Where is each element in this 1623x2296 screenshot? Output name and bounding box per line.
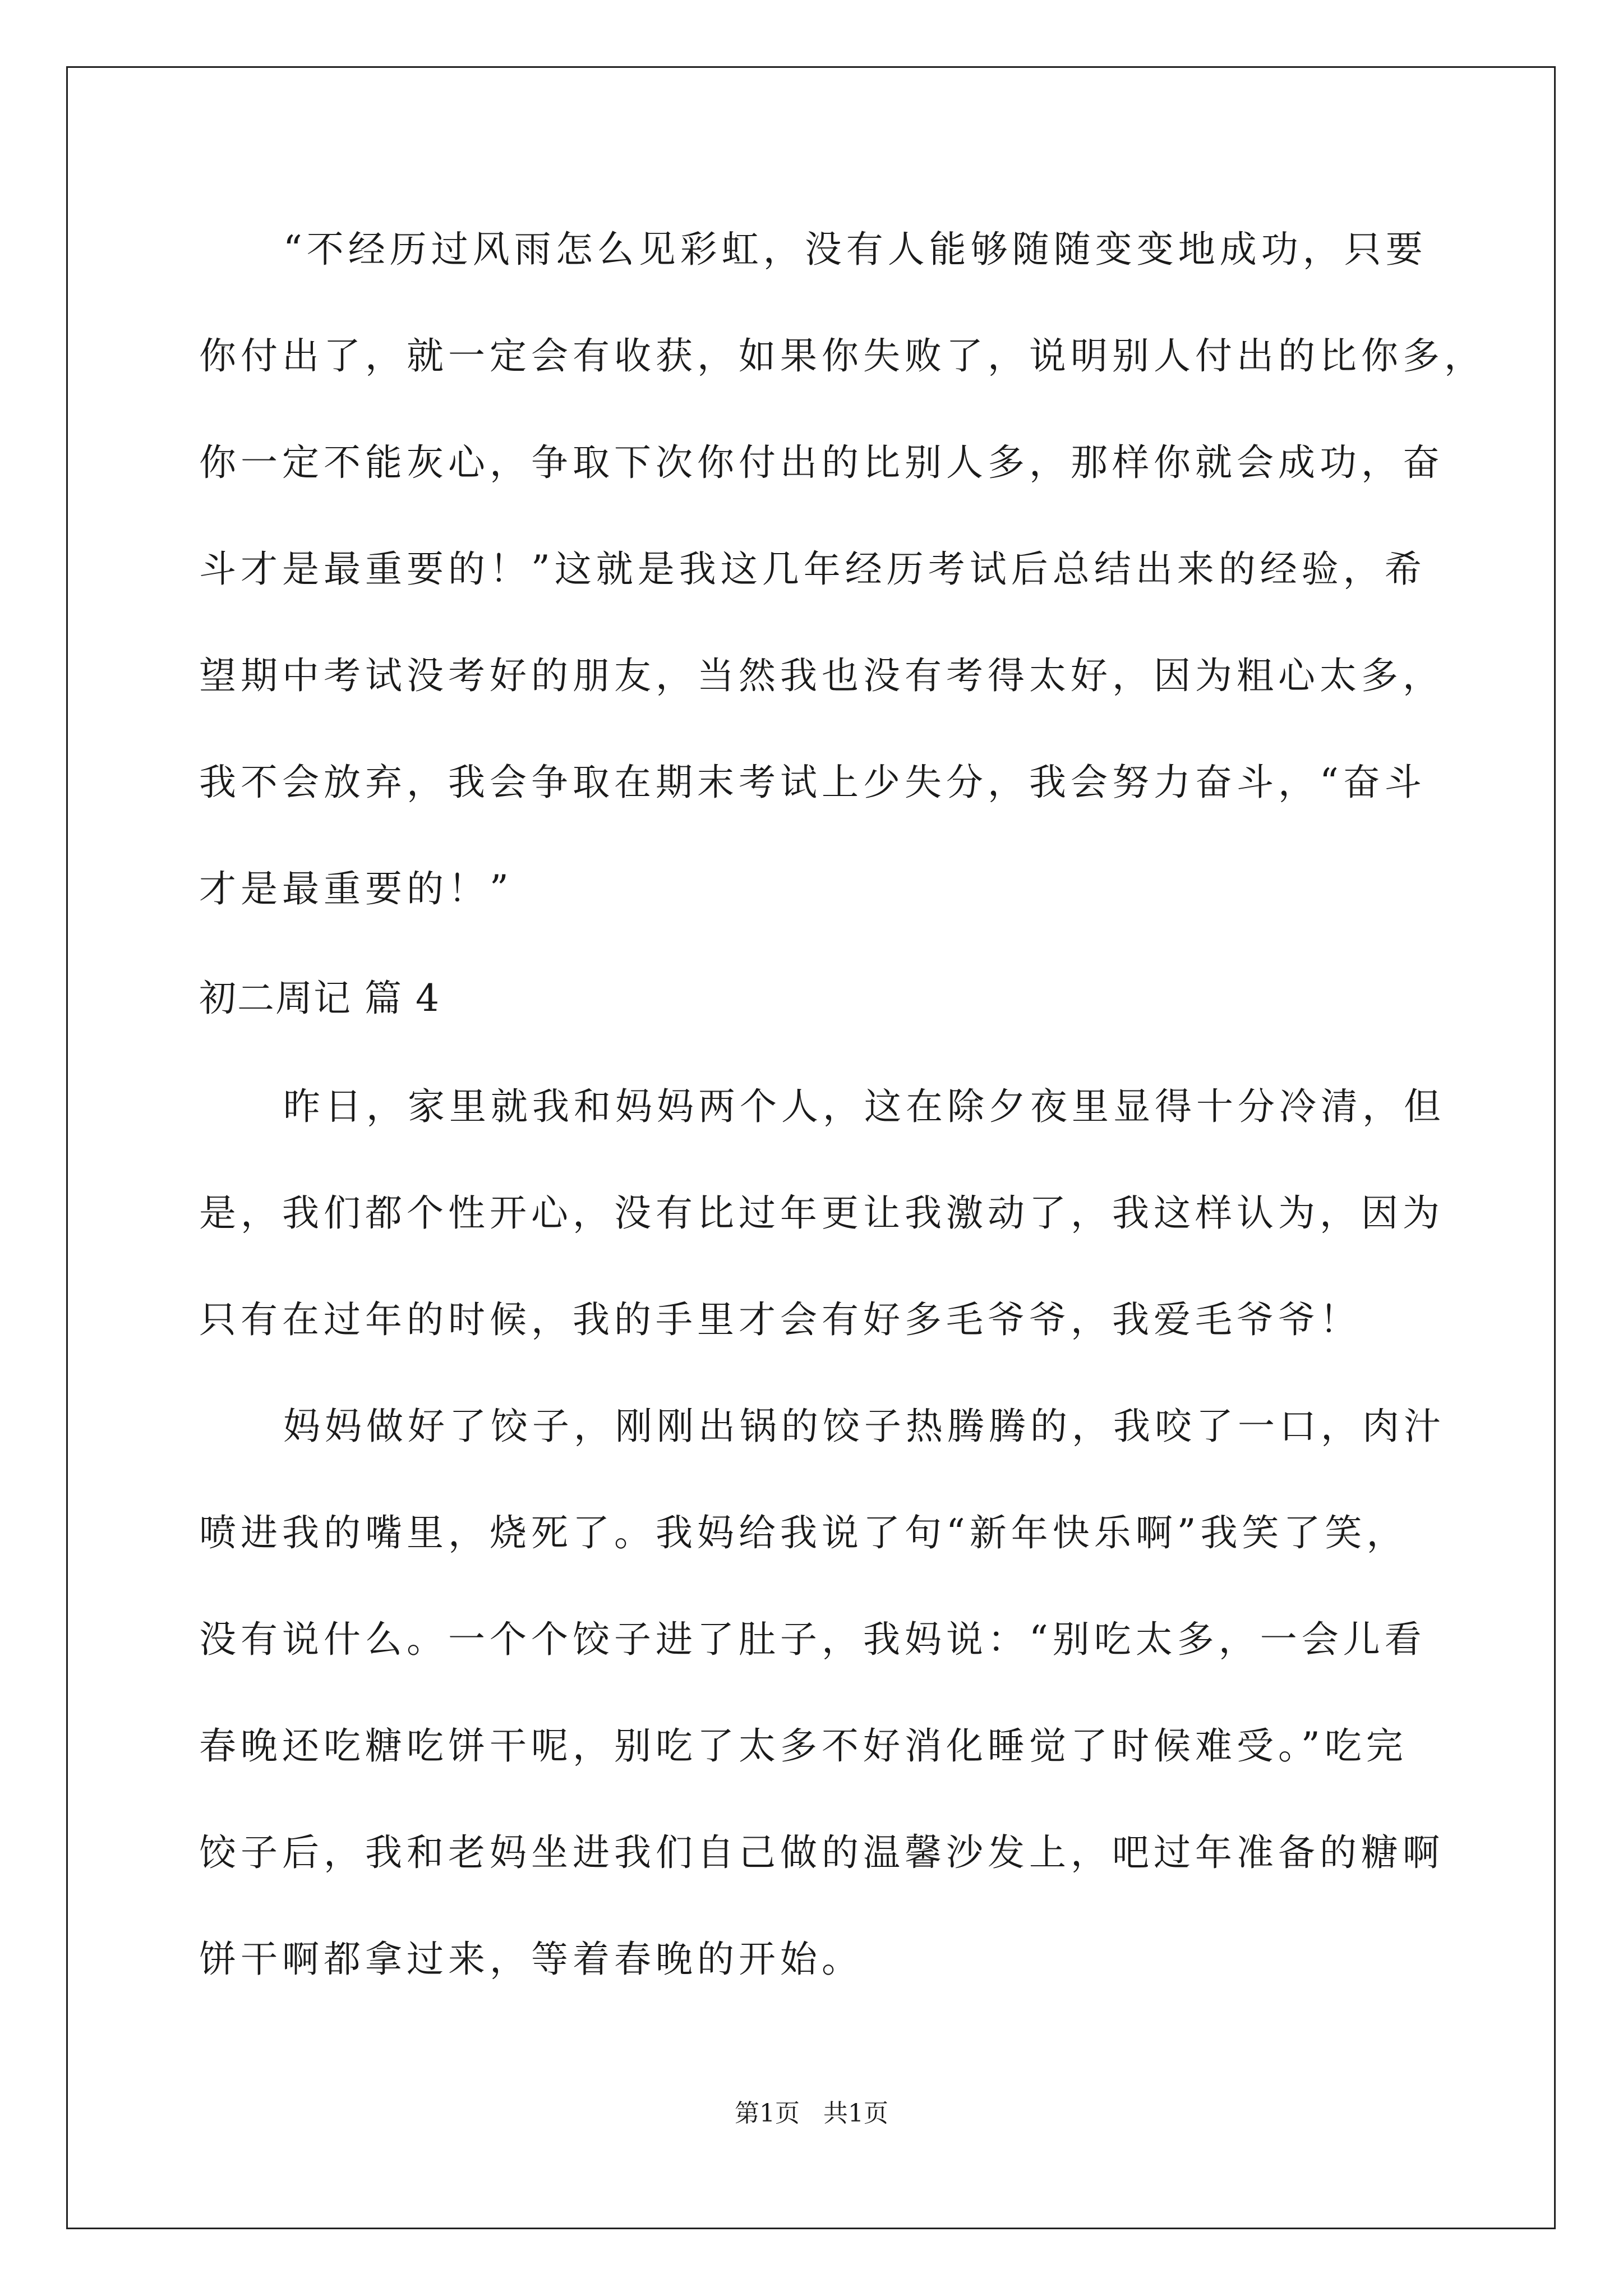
paragraph-1-line-1: “不经历过风雨怎么见彩虹，没有人能够随随变变地成功，只要 [283, 228, 1427, 271]
paragraph-2-line-1: 昨日，家里就我和妈妈两个人，这在除夕夜里显得十分冷清，但 [283, 1085, 1445, 1128]
paragraph-3-line-5: 饺子后，我和老妈坐进我们自己做的温馨沙发上，吧过年准备的糖啊 [199, 1831, 1444, 1874]
paragraph-1-line-3: 你一定不能灰心，争取下次你付出的比别人多，那样你就会成功，奋 [199, 441, 1444, 484]
paragraph-1-line-4: 斗才是最重要的！”这就是我这几年经历考试后总结出来的经验，希 [199, 547, 1426, 591]
paragraph-1-line-7: 才是最重要的！” [199, 867, 513, 910]
paragraph-3-line-3: 没有说什么。一个个饺子进了肚子，我妈说：“别吃太多，一会儿看 [199, 1618, 1426, 1661]
page-border [66, 66, 1556, 2229]
paragraph-3-line-2: 喷进我的嘴里，烧死了。我妈给我说了句“新年快乐啊”我笑了笑， [199, 1511, 1408, 1554]
paragraph-1-line-5: 望期中考试没考好的朋友，当然我也没有考得太好，因为粗心太多， [199, 654, 1444, 697]
paragraph-3-line-6: 饼干啊都拿过来，等着春晚的开始。 [199, 1938, 863, 1981]
section-heading: 初二周记 篇 4 [199, 977, 440, 1020]
page-footer [0, 2097, 1623, 2131]
page-total: 共1页 [823, 2099, 888, 2128]
page-number: 第1页 [735, 2099, 800, 2128]
paragraph-2-line-2: 是，我们都个性开心，没有比过年更让我激动了，我这样认为，因为 [199, 1191, 1444, 1235]
paragraph-3-line-4: 春晚还吃糖吃饼干呢，别吃了太多不好消化睡觉了时候难受。”吃完 [199, 1724, 1408, 1768]
paragraph-2-line-3: 只有在过年的时候，我的手里才会有好多毛爷爷，我爱毛爷爷！ [199, 1298, 1361, 1341]
paragraph-1-line-2: 你付出了，就一定会有收获，如果你失败了，说明别人付出的比你多， [199, 334, 1486, 378]
paragraph-1-line-6: 我不会放弃，我会争取在期末考试上少失分，我会努力奋斗，“奋斗 [199, 761, 1426, 804]
paragraph-3-line-1: 妈妈做好了饺子，刚刚出锅的饺子热腾腾的，我咬了一口，肉汁 [283, 1405, 1445, 1448]
